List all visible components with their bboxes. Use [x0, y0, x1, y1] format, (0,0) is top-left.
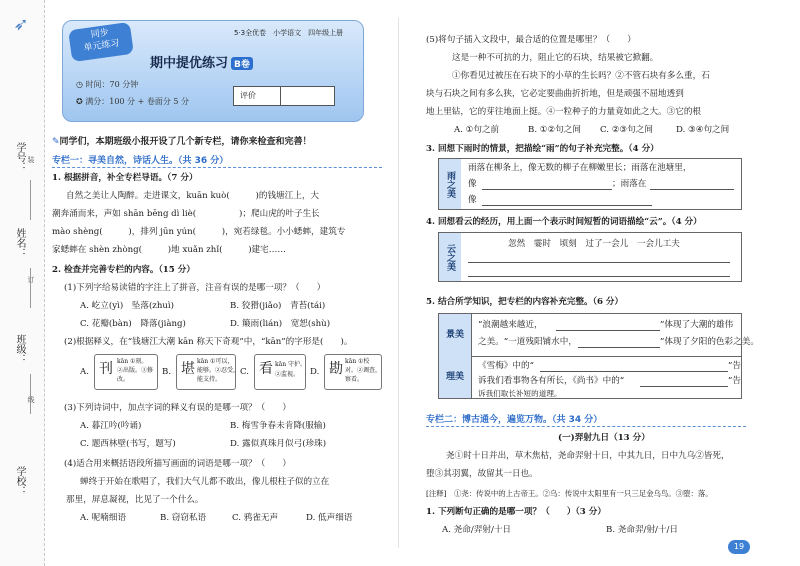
q2-sub3: (3)下列诗词中，加点字词的释义有误的是哪一项？（ ）	[64, 403, 292, 413]
option[interactable]: A. 呢喃细语	[80, 513, 127, 523]
gloss-card-c[interactable]	[254, 354, 306, 390]
option[interactable]: B. ①②句之间	[528, 125, 581, 135]
q3-stem: 3. 回想下雨时的情景，把描绘“雨”的句子补充完整。（4 分）	[426, 144, 659, 154]
intro-line	[52, 134, 312, 147]
badge-line: 同步	[90, 27, 110, 41]
paper-version-badge: B卷	[231, 57, 253, 70]
title-text: 期中提优练习	[150, 56, 229, 71]
q1-line: mào shèng( )，排列 jūn yún( )，宛若绿毯。小小蟋蟀，建筑专	[52, 227, 346, 237]
footnote: [注释] ①尧：传说中的上古帝王。②乌：传说中太阳里有一只三足金乌鸟。③堕：落。	[426, 489, 713, 498]
q2-stem: 2. 检查并完善专栏的内容。（15 分）	[52, 265, 195, 275]
gloss-text: ②出版。③修	[117, 367, 154, 374]
gloss-card-d[interactable]	[324, 354, 382, 390]
gloss-text: 察看。	[345, 376, 364, 383]
answer-line[interactable]	[650, 189, 734, 190]
q1-stem: 1. 根据拼音，补全专栏导语。（7 分）	[52, 173, 198, 183]
table-text: ”告	[728, 376, 741, 386]
passage-line: 块与石块之间有多么狭，它必定要曲曲折折地，但是顽强不屈地透到	[426, 89, 684, 99]
gloss-text: 改。	[117, 376, 130, 383]
option[interactable]: C. 题西林壁(书写，题写)	[80, 439, 176, 449]
table-text: “浪潮越来越近，	[478, 320, 543, 330]
row-label-reason: 理美	[439, 356, 471, 398]
option[interactable]: B. 窃窃私语	[160, 513, 207, 523]
divider	[471, 356, 741, 357]
answer-line[interactable]	[482, 205, 652, 206]
table-text: 之美。“一道残阳铺水中，	[478, 337, 577, 347]
table-text: 诉我们取长补短的道理。	[478, 389, 562, 398]
passage-line: ①你看见过被压在石块下的小草的生长吗？②不管石块有多么重，石	[452, 71, 710, 81]
eval-label: 评价	[240, 91, 256, 100]
time-info	[76, 79, 138, 90]
option[interactable]: C. 花瓣(bàn) 降落(jiàng)	[80, 319, 186, 329]
name-label: 姓名：	[14, 228, 25, 258]
divider	[280, 87, 281, 105]
gloss-text: 能够。②忍受，	[197, 367, 240, 374]
table-text: 《雪梅》中的“	[478, 361, 534, 371]
q2-sub2: (2)根据释义，在“钱塘江大潮 kān 称天下奇观”中，“kān”的字形是( )。	[64, 337, 353, 347]
gloss-text: 能支持。	[197, 376, 222, 383]
q5b-stem: 5. 结合所学知识，把专栏的内容补充完整。（6 分）	[426, 297, 624, 307]
option[interactable]: D. 簸雨(lián) 宽恕(shù)	[230, 319, 331, 329]
rain-line: 像	[468, 195, 477, 205]
binding-tag: 订	[27, 276, 35, 283]
column-divider	[398, 18, 399, 548]
rain-line: 像	[468, 179, 477, 189]
page-number: 19	[728, 540, 750, 554]
option[interactable]: D. ③④句之间	[676, 125, 730, 135]
q1-line: 自然之美让人陶醉。走进课文，kuān kuò( )的钱塘江上，大	[66, 191, 320, 201]
class-label: 班级：	[14, 334, 25, 364]
q4-stem: 4. 回想看云的经历，用上面一个表示时间短暂的词语描绘“云”。（4 分）	[426, 217, 702, 227]
q1b-stem: 1. 下列断句正确的是哪一项？（ ）（3 分）	[426, 507, 606, 517]
option[interactable]: B. 狡猾(jiǎo) 青苔(tái)	[230, 301, 326, 311]
answer-line[interactable]	[556, 330, 660, 331]
gloss-char: 刊	[99, 361, 113, 377]
check-icon: ✪	[76, 97, 83, 106]
evaluation-box[interactable]	[233, 86, 335, 106]
table-text: ”体现了夕阳的色彩之美。	[660, 337, 759, 347]
gloss-char: 勘	[329, 361, 343, 377]
answer-line[interactable]	[578, 347, 660, 348]
table-text: ”体现了大潮的雄伟	[660, 320, 734, 330]
series-label: 5·3全优卷 小学语文 四年级上册	[234, 29, 344, 37]
page-title	[150, 52, 253, 71]
gloss-text: kān ①可以，	[197, 358, 234, 365]
option[interactable]: C. ②③句之间	[600, 125, 653, 135]
option[interactable]: A. ①句之前	[454, 125, 500, 135]
option[interactable]: B. 梅雪争春未肯降(服输)	[230, 421, 326, 431]
time-words: 忽然 霎时 顷刻 过了一会儿 一会儿工夫	[508, 239, 680, 249]
answer-line[interactable]	[482, 189, 612, 190]
option[interactable]: D. 低声细语	[306, 513, 353, 523]
story-line: 尧①时十日并出，草木焦枯，尧命羿射十日，中其九日，日中九乌②皆死，	[446, 451, 730, 461]
rain-line: ；雨落在	[612, 179, 647, 189]
option[interactable]: C. 鸦雀无声	[232, 513, 279, 523]
gloss-text: kān ①刻。	[117, 358, 148, 365]
passage-line: 地上里钻，它的芽往地面上挺。④一粒种子的力量竟如此之大。③它的根	[426, 107, 702, 117]
option-letter[interactable]: A.	[80, 367, 89, 377]
binding-strip	[0, 0, 45, 566]
fill-line	[30, 374, 31, 414]
option[interactable]: A. 尧命/羿射/十日	[442, 525, 512, 535]
q2-sub1: (1)下列字给易读错的字注上了拼音，注音有误的是哪一项？（ ）	[64, 283, 326, 293]
megaphone-icon: ✎	[52, 137, 60, 147]
gloss-char: 堪	[181, 361, 195, 377]
option-letter[interactable]: B.	[162, 367, 172, 377]
binding-tag: 线	[27, 396, 35, 403]
section-one-title: 专栏一：寻美自然，诗话人生。（共 36 分）	[52, 156, 229, 166]
school-label: 学校：	[14, 466, 25, 496]
section-divider	[426, 426, 746, 428]
q2-sub4: (4)适合用来概括语段所描写画面的词语是哪一项？（ ）	[64, 459, 292, 469]
clock-icon: ◷	[76, 80, 83, 89]
row-label-scenery: 景美	[439, 314, 471, 357]
passage-line: 蝉终于开始在歌唱了，我们大气儿都不敢出，像儿根柱子似的立在	[80, 477, 330, 487]
section-two-title: 专栏二：博古通今，遍览万物。（共 34 分）	[426, 415, 603, 425]
gloss-char: 看	[259, 361, 273, 377]
rain-side-label: 雨之美	[439, 159, 461, 209]
option[interactable]: D. 露似真珠月似弓(珍珠)	[230, 439, 327, 449]
table-text: ”告	[728, 361, 741, 371]
gloss-text: kān ①校	[345, 358, 370, 365]
insert-sentence: 这是一种不可抗的力，阻止它的石块，结果被它掀翻。	[452, 53, 659, 63]
intro-text: 同学们，本期班级小报开设了几个新专栏，请你来检查和完善！	[59, 137, 312, 147]
answer-line[interactable]	[468, 262, 730, 263]
table-text: 诉我们看事物各有所长，《尚书》中的“	[478, 376, 625, 386]
gloss-text: kān 守护。	[275, 361, 306, 368]
answer-line[interactable]	[540, 371, 728, 372]
gloss-card-b[interactable]	[176, 354, 240, 390]
option[interactable]: B. 尧命羿/射/十/日	[606, 525, 679, 535]
q1-line: 潮奔涌而来，声如 shān bēng dì liè( )；爬山虎的叶子生长	[52, 209, 320, 219]
story-line: 堕③其羽翼，故留其一日也。	[426, 469, 538, 479]
rain-line: 雨落在柳条上，像无数的柳子在柳嫩里长；雨落在池塘里，	[468, 163, 692, 173]
option[interactable]: A. 暮江吟(吟诵)	[80, 421, 142, 431]
rocket-icon: ➶	[13, 14, 29, 35]
gloss-text: 对。②调查，	[345, 367, 382, 374]
score-text: 满分：100 分 + 卷面分 5 分	[85, 97, 190, 106]
option[interactable]: A. 屹立(yì) 坠落(zhuì)	[80, 301, 174, 311]
section-divider	[52, 167, 382, 169]
student-number-label: 学号：	[14, 142, 25, 172]
score-info	[76, 96, 189, 107]
story-heading: (一)羿射九日（13 分）	[558, 433, 650, 443]
q5-stem: (5)将句子插入文段中，最合适的位置是哪里？（ ）	[426, 35, 636, 45]
option-letter[interactable]: C.	[240, 367, 250, 377]
gloss-text: ②监视。	[275, 371, 300, 378]
gloss-card-a[interactable]	[94, 354, 158, 390]
fill-line	[30, 268, 31, 308]
passage-line: 那里，屏息凝视，比见了一个什么。	[66, 495, 204, 505]
badge-line: 单元练习	[83, 38, 121, 54]
answer-line[interactable]	[468, 276, 730, 277]
fill-line	[30, 180, 31, 220]
q1-line: 家蟋蟀在 shèn zhòng( )地 xuǎn zhǐ( )建宅……	[52, 245, 286, 255]
binding-tag: 装	[27, 156, 35, 163]
cloud-side-label: 云之美	[439, 233, 461, 281]
answer-line[interactable]	[640, 386, 728, 387]
time-text: 时间：70 分钟	[85, 80, 139, 89]
option-letter[interactable]: D.	[310, 367, 320, 377]
